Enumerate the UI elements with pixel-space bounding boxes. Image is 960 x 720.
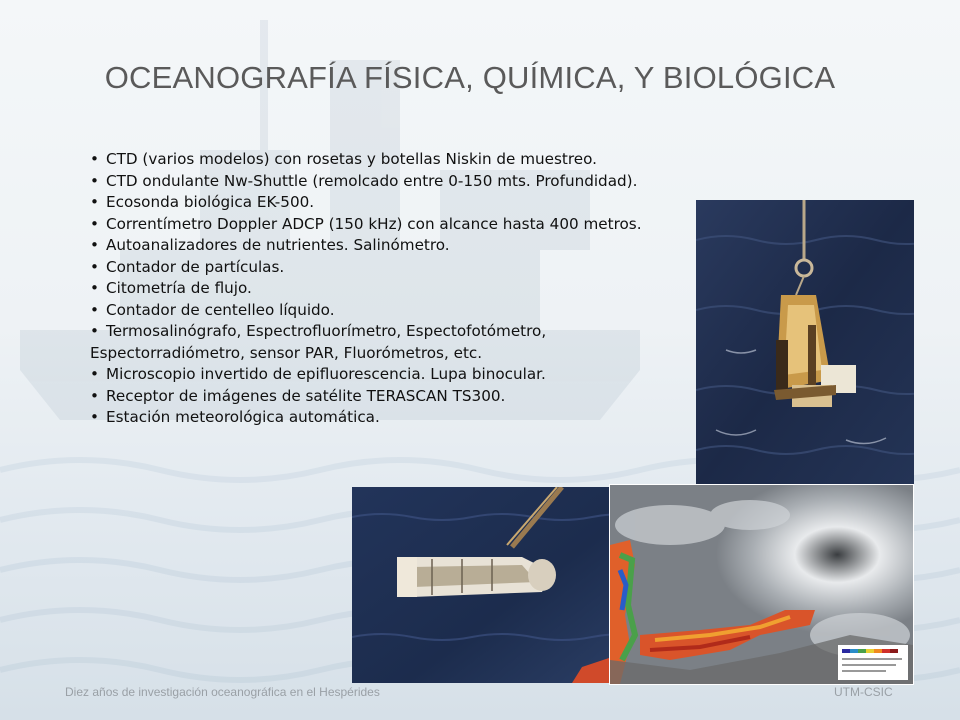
list-item: • Autoanalizadores de nutrientes. Salinómetro.	[90, 236, 450, 254]
list-item: • Contador de centelleo líquido.	[90, 300, 335, 319]
satellite-sst-image	[609, 484, 914, 685]
list-item: • Receptor de imágenes de satélite TERASCAN TS300.	[90, 386, 506, 405]
slide-title: OCEANOGRAFÍA FÍSICA, QUÍMICA, Y BIOLÓGICA	[104, 60, 836, 95]
list-item: • Contador de partículas.	[90, 257, 285, 276]
equipment-list	[90, 149, 660, 429]
list-item: • Citometría de flujo.	[90, 279, 252, 297]
list-item: • Estación meteorológica automática.	[90, 408, 380, 426]
footer-organization: UTM-CSIC	[834, 685, 893, 699]
list-item: • CTD ondulante Nw-Shuttle (remolcado entre 0-150 mts. Profundidad).	[90, 171, 638, 190]
ctd-rosette-photo	[696, 200, 914, 487]
footer-caption: Diez años de investigación oceanográfica en el Hespérides	[65, 685, 380, 699]
list-item: • CTD (varios modelos) con rosetas y botellas Niskin de muestreo.	[90, 150, 597, 168]
list-item: • Microscopio invertido de epifluorescencia. Lupa binocular.	[90, 365, 546, 383]
towed-shuttle-photo	[352, 487, 612, 683]
list-item: • Ecosonda biológica EK-500.	[90, 193, 315, 211]
list-item: • Termosalinógrafo, Espectrofluorímetro, Espectofotómetro, Espectorradiómetro, sensor PAR, Fluorómetros, etc.	[90, 322, 547, 362]
list-item: • Correntímetro Doppler ADCP (150 kHz) con alcance hasta 400 metros.	[90, 214, 642, 233]
